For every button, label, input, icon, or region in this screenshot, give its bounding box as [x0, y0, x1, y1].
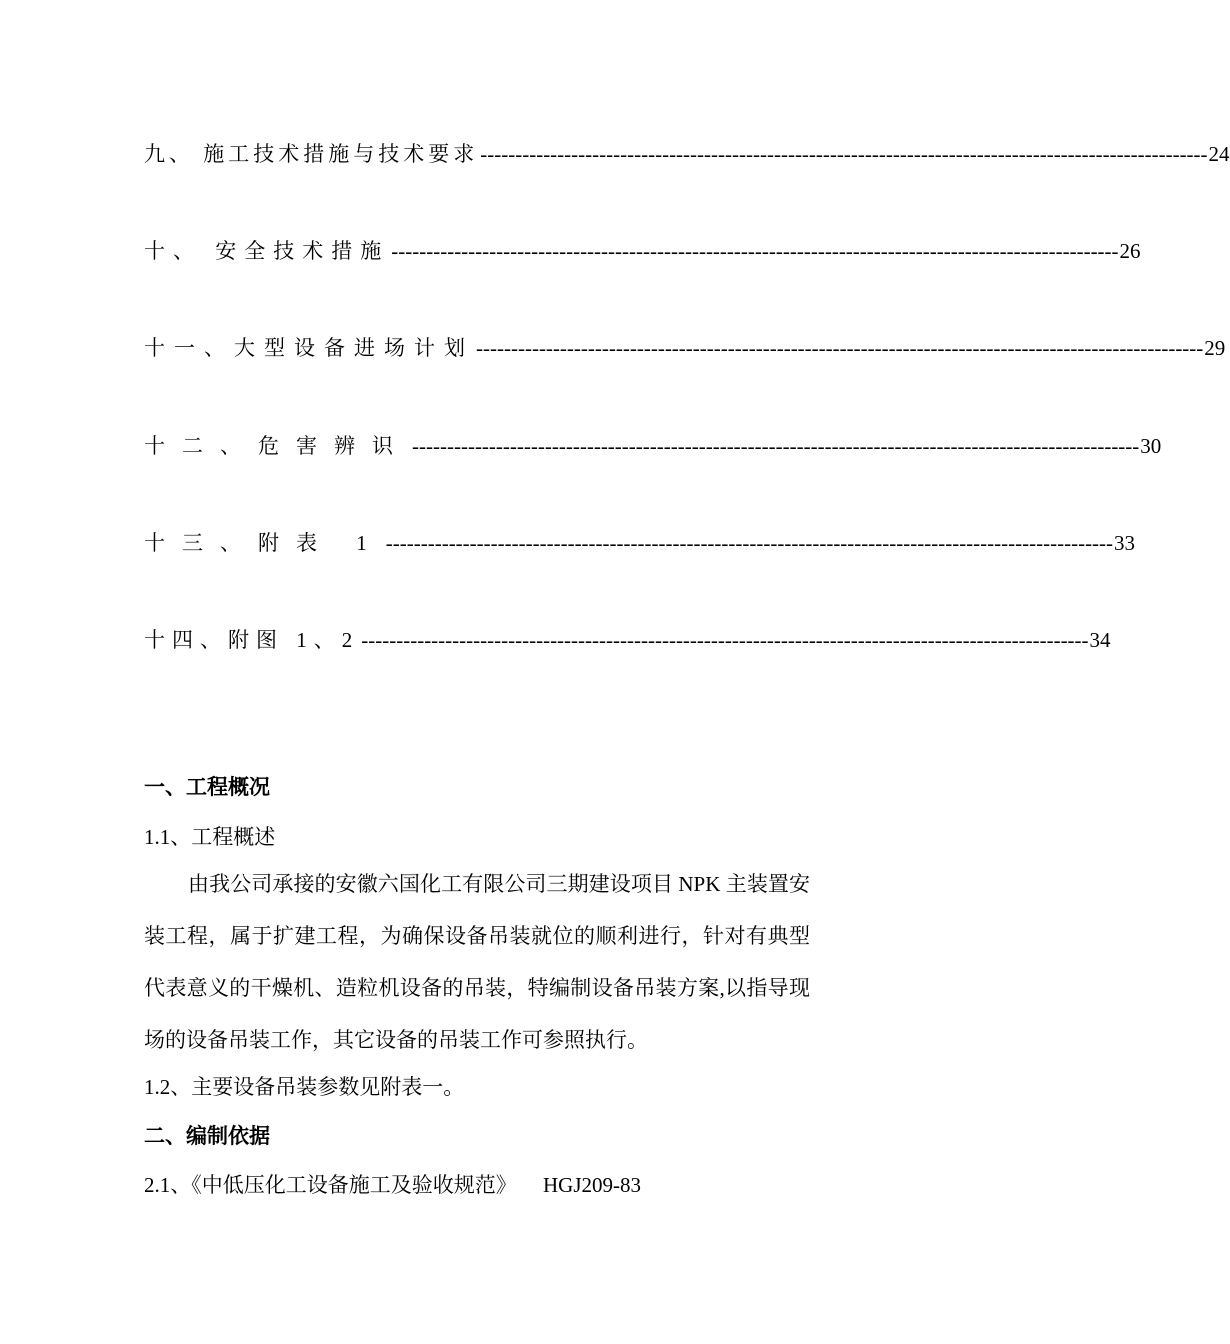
- toc-entry-label: 九、 施工技术措施与技术要求: [144, 142, 479, 166]
- toc-entry-page: 26: [1119, 239, 1141, 263]
- body-paragraph: 由我公司承接的安徽六国化工有限公司三期建设项目 NPK 主装置安装工程，属于扩建工程，为确保设备吊装就位的顺利进行，针对有典型代表意义的干燥机、造粒机设备的吊装，特编制设备吊装方案,以指导现场的设备吊装工作，其它设备的吊装工作可参照执行。: [144, 872, 810, 1052]
- toc-leader: --------------------------------------------------------------------------------------------------------: [480, 142, 1208, 166]
- toc-leader: --------------------------------------------------------------------------------------------------------: [385, 531, 1114, 555]
- toc-entry[interactable]: [144, 527, 1136, 557]
- toc-entry-label: 十四、附图 1、2: [144, 628, 360, 652]
- toc-leader: --------------------------------------------------------------------------------------------------------: [476, 336, 1204, 360]
- toc-entry[interactable]: [144, 332, 1226, 362]
- subsection-heading: 1.1、工程概述: [144, 825, 276, 849]
- toc-leader: --------------------------------------------------------------------------------------------------------: [412, 434, 1140, 458]
- toc-entry-page: 30: [1140, 434, 1162, 458]
- toc-leader: --------------------------------------------------------------------------------------------------------: [361, 628, 1089, 652]
- toc-leader: --------------------------------------------------------------------------------------------------------: [391, 239, 1119, 263]
- toc-entry-label: 十一、大型设备进场计划: [144, 336, 474, 360]
- toc-entry[interactable]: [144, 624, 1111, 654]
- toc-entry-page: 34: [1089, 628, 1111, 652]
- section-heading: 一、工程概况: [144, 775, 270, 799]
- toc-entry-page: 29: [1204, 336, 1226, 360]
- toc-entry[interactable]: [144, 430, 1162, 460]
- toc-entry-label: 十三、附表 1: [144, 531, 384, 555]
- toc-entry[interactable]: [144, 235, 1141, 265]
- list-item: 2.1、《中低压化工设备施工及验收规范》 HGJ209-83: [144, 1173, 641, 1197]
- toc-entry-page: 33: [1114, 531, 1136, 555]
- toc-entry-label: 十二、危害辨识: [144, 434, 410, 458]
- toc-entry-page: 24: [1208, 142, 1230, 166]
- toc-entry[interactable]: [144, 138, 1230, 168]
- subsection-heading: 1.2、主要设备吊装参数见附表一。: [144, 1075, 465, 1099]
- section-heading: 二、编制依据: [144, 1124, 270, 1148]
- toc-entry-label: 十、 安全技术措施: [144, 239, 390, 263]
